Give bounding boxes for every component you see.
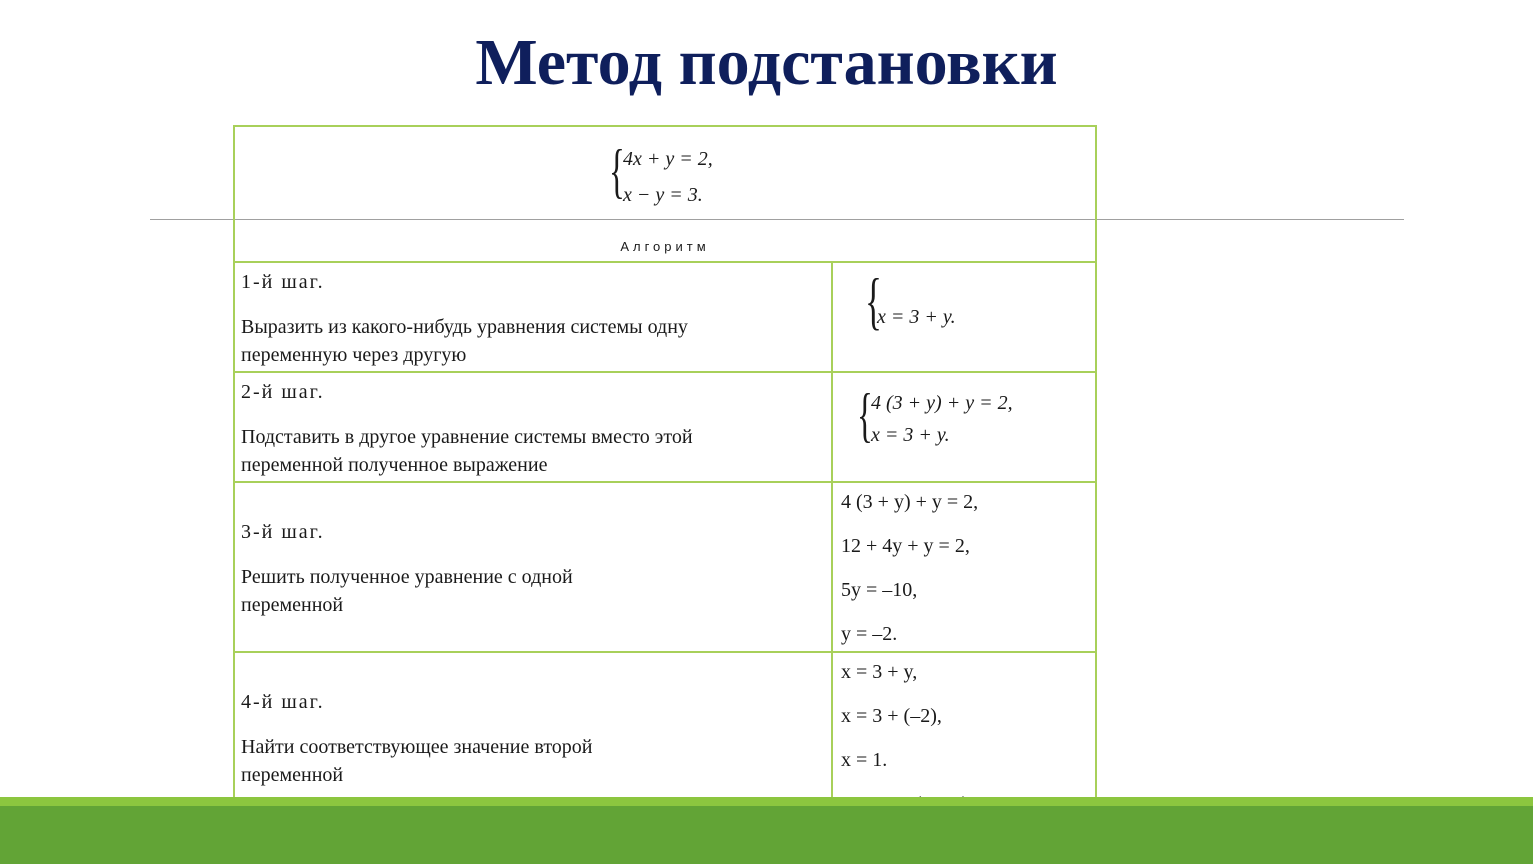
brace-icon: { (609, 138, 625, 204)
step-row-3 (235, 483, 1095, 653)
step-label: 2-й шаг. (241, 381, 325, 403)
step-description: Подставить в другое уравнение системы вместо этой переменной полученное выражение (241, 426, 693, 476)
footer-bar-dark (0, 806, 1533, 864)
system-eq2: x − y = 3. (623, 184, 703, 206)
step-row-4 (235, 653, 1095, 820)
column-divider (831, 262, 833, 820)
step-row-2 (235, 373, 1095, 483)
algorithm-table (233, 125, 1097, 822)
step2-math-2: x = 3 + y. (871, 424, 950, 446)
step3-line: 12 + 4y + y = 2, (841, 535, 970, 557)
footer-bar-light (0, 797, 1533, 806)
brace-icon: { (865, 265, 882, 336)
step1-math: x = 3 + y. (877, 306, 956, 328)
system-row (235, 127, 1095, 221)
step4-line: x = 3 + y, (841, 661, 918, 683)
step-label: 3-й шаг. (241, 521, 325, 543)
step4-line: x = 3 + (–2), (841, 705, 942, 727)
step-description: Выразить из какого-нибудь уравнения системы одну переменную через другую (241, 316, 688, 366)
step3-line: 4 (3 + y) + y = 2, (841, 491, 979, 513)
algorithm-row (235, 221, 1095, 263)
step4-line: x = 1. (841, 749, 888, 771)
step-label: 4-й шаг. (241, 691, 325, 713)
system-eq1: 4x + y = 2, (623, 148, 713, 170)
brace-icon: { (857, 382, 873, 448)
step-label: 1-й шаг. (241, 271, 325, 293)
step2-math-1: 4 (3 + y) + y = 2, (871, 392, 1013, 414)
algorithm-label: Алгоритм (620, 239, 710, 254)
step-row-1 (235, 263, 1095, 373)
step-description: Решить полученное уравнение с одной переменной (241, 566, 573, 616)
slide-title: Метод подстановки (475, 26, 1058, 99)
step-description: Найти соответствующее значение второй переменной (241, 736, 593, 786)
step3-line: y = –2. (841, 623, 898, 645)
step3-line: 5y = –10, (841, 579, 918, 601)
